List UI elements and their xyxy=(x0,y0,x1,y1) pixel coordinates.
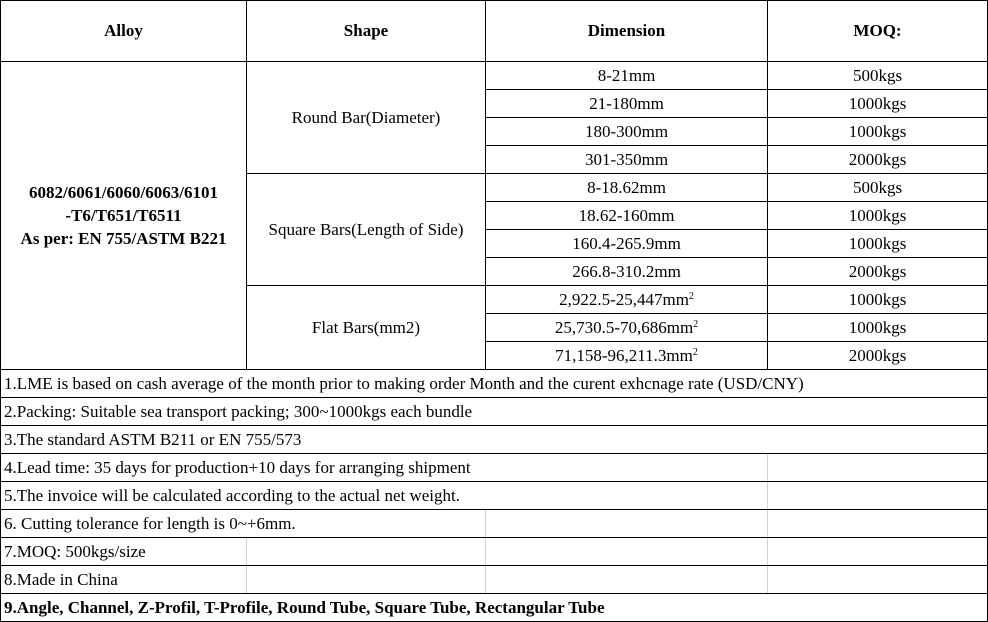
note-other-profiles: 9.Angle, Channel, Z-Profil, T-Profile, Round Tube, Square Tube, Rectangular Tube xyxy=(1,594,988,622)
note-packing: 2.Packing: Suitable sea transport packing; 300~1000kgs each bundle xyxy=(1,398,988,426)
header-moq: MOQ: xyxy=(768,1,988,62)
moq-cell: 2000kgs xyxy=(768,146,988,174)
dimension-cell: 8-18.62mm xyxy=(486,174,768,202)
shape-square-bar: Square Bars(Length of Side) xyxy=(247,174,486,286)
dimension-cell: 8-21mm xyxy=(486,62,768,90)
note-row xyxy=(1,454,988,482)
empty-cell xyxy=(486,566,768,594)
empty-cell xyxy=(768,510,988,538)
moq-cell: 2000kgs xyxy=(768,342,988,370)
shape-round-bar: Round Bar(Diameter) xyxy=(247,62,486,174)
empty-cell xyxy=(768,566,988,594)
empty-cell xyxy=(486,510,768,538)
area-unit-superscript: 2 xyxy=(693,318,699,330)
note-lead-time: 4.Lead time: 35 days for production+10 days for arranging shipment xyxy=(1,454,768,482)
dimension-cell: 301-350mm xyxy=(486,146,768,174)
empty-cell xyxy=(768,482,988,510)
moq-cell: 1000kgs xyxy=(768,286,988,314)
dimension-cell: 160.4-265.9mm xyxy=(486,230,768,258)
note-row xyxy=(1,482,988,510)
moq-cell: 1000kgs xyxy=(768,202,988,230)
header-row xyxy=(1,1,988,62)
empty-cell xyxy=(247,538,486,566)
area-unit-superscript: 2 xyxy=(692,346,698,358)
note-row xyxy=(1,538,988,566)
note-row xyxy=(1,398,988,426)
alloy-cell xyxy=(1,62,247,370)
moq-cell: 500kgs xyxy=(768,174,988,202)
moq-cell: 2000kgs xyxy=(768,258,988,286)
empty-cell xyxy=(768,538,988,566)
note-invoice: 5.The invoice will be calculated according to the actual net weight. xyxy=(1,482,768,510)
moq-cell: 1000kgs xyxy=(768,230,988,258)
note-moq: 7.MOQ: 500kgs/size xyxy=(1,538,247,566)
alloy-tempers: -T6/T651/T6511 xyxy=(65,206,182,225)
shape-flat-bar: Flat Bars(mm2) xyxy=(247,286,486,370)
note-row xyxy=(1,426,988,454)
moq-cell: 1000kgs xyxy=(768,314,988,342)
note-origin: 8.Made in China xyxy=(1,566,247,594)
empty-cell xyxy=(247,566,486,594)
dimension-cell: 18.62-160mm xyxy=(486,202,768,230)
note-standard: 3.The standard ASTM B211 or EN 755/573 xyxy=(1,426,988,454)
moq-cell: 1000kgs xyxy=(768,90,988,118)
dimension-value: 71,158-96,211.3mm xyxy=(555,345,693,365)
moq-cell: 500kgs xyxy=(768,62,988,90)
dimension-cell xyxy=(486,314,768,342)
empty-cell xyxy=(486,538,768,566)
note-row xyxy=(1,510,988,538)
note-row xyxy=(1,370,988,398)
header-alloy: Alloy xyxy=(1,1,247,62)
dimension-cell xyxy=(486,286,768,314)
table-row xyxy=(1,62,988,90)
alloy-standard: As per: EN 755/ASTM B221 xyxy=(20,229,227,248)
header-shape: Shape xyxy=(247,1,486,62)
area-unit-superscript: 2 xyxy=(688,290,694,302)
note-lme: 1.LME is based on cash average of the month prior to making order Month and the curent exhcnage rate (USD/CNY) xyxy=(1,370,988,398)
dimension-value: 25,730.5-70,686mm xyxy=(554,317,694,337)
note-cutting-tolerance: 6. Cutting tolerance for length is 0~+6mm. xyxy=(1,510,486,538)
moq-cell: 1000kgs xyxy=(768,118,988,146)
note-row xyxy=(1,566,988,594)
dimension-cell: 266.8-310.2mm xyxy=(486,258,768,286)
header-dimension: Dimension xyxy=(486,1,768,62)
dimension-cell xyxy=(486,342,768,370)
note-row xyxy=(1,594,988,622)
dimension-cell: 180-300mm xyxy=(486,118,768,146)
empty-cell xyxy=(768,454,988,482)
dimension-value: 2,922.5-25,447mm xyxy=(559,289,689,309)
alloy-grades: 6082/6061/6060/6063/6101 xyxy=(29,183,218,202)
dimension-cell: 21-180mm xyxy=(486,90,768,118)
